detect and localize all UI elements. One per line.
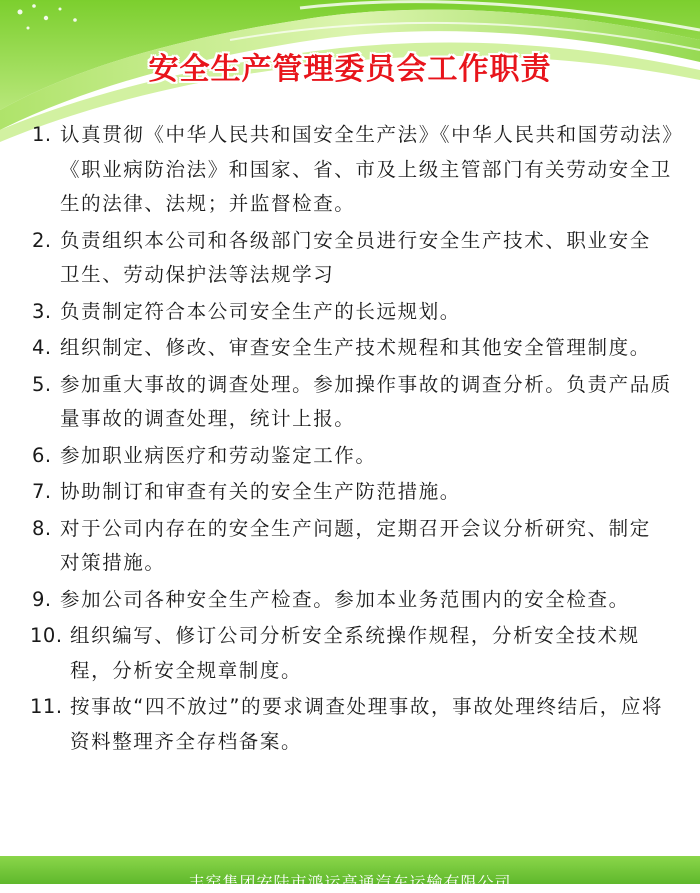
duty-item [0, 583, 700, 618]
duty-item [0, 475, 700, 510]
duty-number: 3. [32, 299, 52, 323]
duties-list [0, 118, 700, 761]
duty-item [0, 118, 700, 222]
duty-item [0, 331, 700, 366]
duty-item [0, 512, 700, 581]
duty-item [0, 619, 700, 688]
duty-text: 协助制订和审查有关的安全生产防范措施。 [60, 480, 461, 503]
duty-number: 10. [30, 624, 63, 647]
duty-item [0, 224, 700, 293]
duty-number: 5. [32, 372, 52, 396]
duty-text: 参加重大事故的调查处理。参加操作事故的调查分析。负责产品质量事故的调查处理，统计上报。 [60, 372, 672, 430]
duty-text: 参加职业病医疗和劳动鉴定工作。 [60, 443, 377, 467]
duty-item [0, 439, 700, 474]
duty-number: 9. [32, 587, 52, 611]
duty-item [0, 690, 700, 759]
duty-text: 按事故“四不放过”的要求调查处理事故，事故处理终结后，应将资料整理齐全存档备案。 [70, 695, 664, 753]
duty-item [0, 368, 700, 437]
page-title: 安全生产管理委员会工作职责 [148, 52, 552, 87]
duty-number: 1. [32, 123, 52, 146]
duty-number: 4. [32, 336, 52, 359]
duty-number: 7. [32, 480, 52, 503]
footer-bar [0, 856, 700, 892]
duty-text: 负责制定符合本公司安全生产的长远规划。 [60, 299, 461, 323]
duty-text: 对于公司内存在的安全生产问题，定期召开会议分析研究、制定 对策措施。 [60, 516, 651, 574]
duty-item [0, 295, 700, 330]
duty-text: 参加公司各种安全生产检查。参加本业务范围内的安全检查。 [60, 587, 630, 611]
duty-number: 8. [32, 516, 52, 540]
duty-text: 组织制定、修改、审查安全生产技术规程和其他安全管理制度。 [60, 336, 651, 359]
duty-number: 11. [30, 695, 63, 718]
duty-number: 2. [32, 228, 52, 252]
footer-company-name: 丰窑集团安陆市鸿运高通汽车运输有限公司 [188, 873, 512, 892]
duty-text: 负责组织本公司和各级部门安全员进行安全生产技术、职业安全 卫生、劳动保护法等法规学习 [60, 228, 651, 286]
duty-text: 组织编写、修订公司分析安全系统操作规程，分析安全技术规程，分析安全规章制度。 [70, 624, 640, 682]
duty-text: 认真贯彻《中华人民共和国安全生产法》《中华人民共和国劳动法》《职业病防治法》和国家、省、市及上级主管部门有关劳动安全卫生的法律、法规；并监督检查。 [60, 123, 674, 215]
duty-number: 6. [32, 443, 52, 467]
